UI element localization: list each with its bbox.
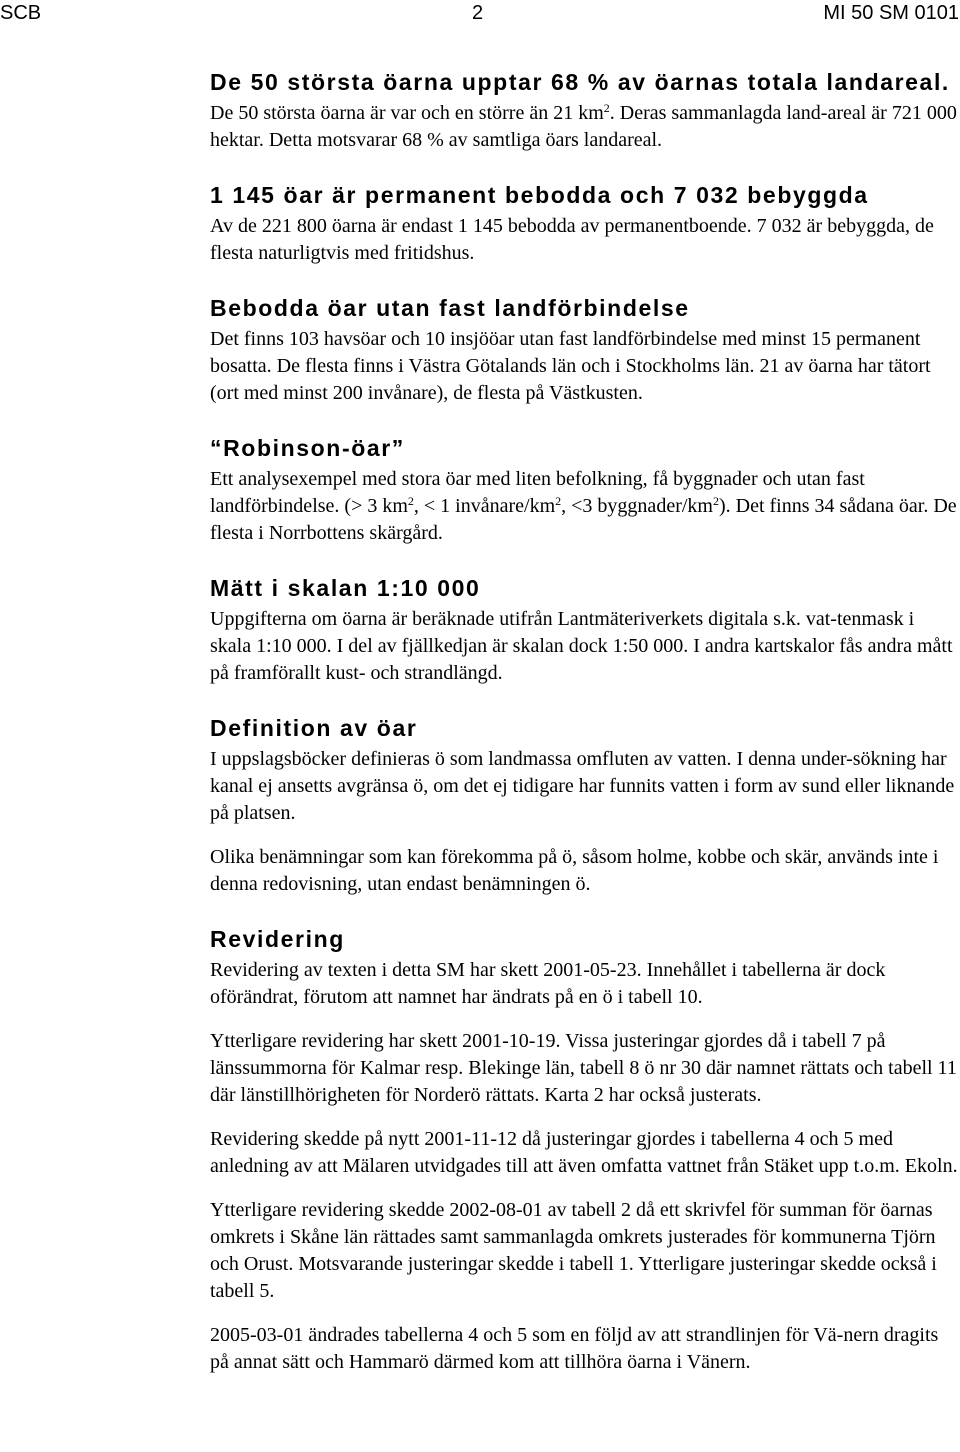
section-inhabited-islands	[210, 179, 960, 267]
header-publisher: SCB	[0, 2, 42, 24]
text-run: De 50 största öarna är var och en större än 21 km	[210, 102, 604, 124]
section-paragraph: 2005-03-01 ändrades tabellerna 4 och 5 som en följd av att strandlinjen för Vä-nern dragits på annat sätt och Hammarö därmed kom att tillhöra öarna i Vänern.	[210, 1324, 939, 1373]
section-paragraph: Olika benämningar som kan förekomma på ö, såsom holme, kobbe och skär, används inte i denna redovisning, utan endast benämningen ö.	[210, 846, 939, 895]
superscript: 2	[555, 494, 562, 508]
report-code: MI 50 SM 0101	[823, 2, 959, 24]
section-paragraph	[210, 100, 960, 154]
section-paragraph: Revidering av texten i detta SM har skett 2001-05-23. Innehållet i tabellerna är dock oförändrat, förutom att namnet har ändrats på en ö i tabell 10.	[210, 959, 886, 1008]
section-title: Revidering	[210, 926, 345, 952]
section-paragraph: Ytterligare revidering skedde 2002-08-01 av tabell 2 då ett skrivfel för summan för öarnas omkrets i Skåne län rättades samt sammanlagda omkrets justerades för kommunerna Tjörn och Orust. Motsvarande justeringar skedde i tabell 1. Ytterligare justeringar skedde också i tabell 5.	[210, 1199, 937, 1302]
page-number: 2	[472, 2, 484, 24]
section-paragraph: Det finns 103 havsöar och 10 insjööar utan fast landförbindelse med minst 15 permanent bosatta. De flesta finns i Västra Götalands län och i Stockholms län. 21 av öarna har tätort (ort med minst 200 invånare), de flesta på Västkusten.	[210, 328, 931, 404]
section-paragraph: Av de 221 800 öarna är endast 1 145 bebodda av permanentboende. 7 032 är bebyggda, de flesta naturligtvis med fritidshus.	[210, 215, 934, 264]
page-header	[0, 0, 960, 30]
section-paragraph: I uppslagsböcker definieras ö som landmassa omfluten av vatten. I denna under-sökning har kanal ej ansetts avgränsa ö, om det ej tidigare har funnits vatten i form av sund eller liknande på platsen.	[210, 748, 955, 824]
section-title: “Robinson-öar”	[210, 435, 405, 461]
section-title: Definition av öar	[210, 715, 418, 741]
section-title: Bebodda öar utan fast landförbindelse	[210, 295, 690, 321]
superscript: 2	[603, 101, 610, 115]
section-scale	[210, 572, 960, 687]
text-run: , < 1 invånare/km	[413, 495, 556, 517]
section-paragraph: Ytterligare revidering har skett 2001-10-19. Vissa justeringar gjordes då i tabell 7 på länssummorna för Kalmar resp. Blekinge län, tabell 8 ö nr 30 där namnet rättats och tabell 11 där länstillhörigheten för Norderö rättats. Karta 2 har också justerats.	[210, 1030, 957, 1106]
section-definition	[210, 712, 960, 898]
section-robinson-islands	[210, 432, 960, 547]
section-paragraph: Uppgifterna om öarna är beräknade utifrån Lantmäteriverkets digitala s.k. vat-tenmask i skala 1:10 000. I del av fjällkedjan är skalan dock 1:50 000. I andra kartskalor fås andra mått på framförallt kust- och strandlängd.	[210, 608, 953, 684]
superscript: 2	[407, 494, 414, 508]
section-no-fixed-link	[210, 292, 960, 407]
section-largest-islands	[210, 66, 960, 154]
superscript: 2	[712, 494, 719, 508]
section-title: De 50 största öarna upptar 68 % av öarnas totala landareal.	[210, 69, 950, 95]
section-paragraph: Revidering skedde på nytt 2001-11-12 då justeringar gjordes i tabellerna 4 och 5 med anledning av att Mälaren utvidgades till att även omfatta vattnet från Stäket upp t.o.m. Ekoln.	[210, 1128, 958, 1177]
section-title: Mätt i skalan 1:10 000	[210, 575, 481, 601]
text-run: , <3 byggnader/km	[561, 495, 713, 517]
text-run: Ett analysexempel med stora öar med liten befolkning, få byggnader och utan fast landförbindelse. (> 3 km	[210, 468, 865, 517]
document-body	[210, 66, 960, 1376]
text-run: . Deras sammanlagda land-areal är 721 000 hektar. Detta motsvarar 68 % av samtliga öars landareal.	[210, 102, 957, 151]
section-revision	[210, 923, 960, 1376]
section-paragraph	[210, 466, 960, 547]
text-run: ). Det finns 34 sådana öar. De flesta i Norrbottens skärgård.	[210, 495, 957, 544]
section-title: 1 145 öar är permanent bebodda och 7 032 bebyggda	[210, 182, 869, 208]
